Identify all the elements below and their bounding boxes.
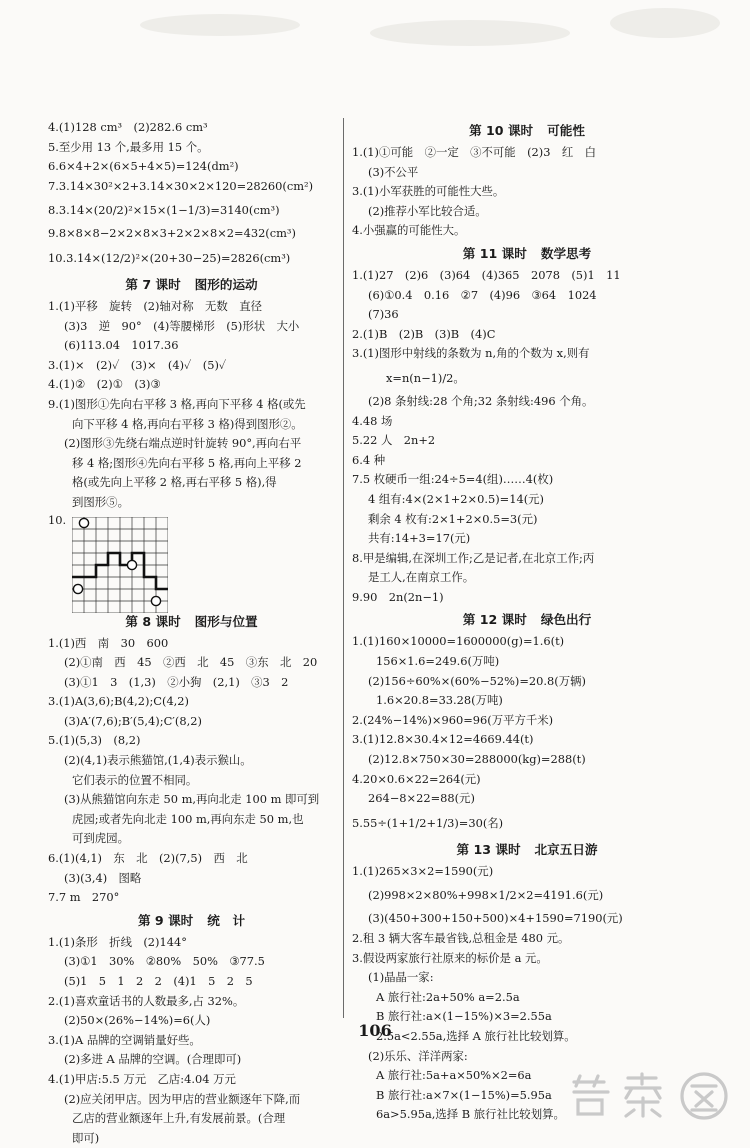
lesson-title: 绿色出行 [540,612,592,628]
lesson-number: 第 9 课时 [137,912,194,928]
answer-line: 8.3.14×(20/2)²×15×(1−1/3)=3140(cm³) [48,203,280,218]
answer-line: (2)推荐小军比较合适。 [368,203,487,218]
answer-line: 4.小强赢的可能性大。 [352,223,466,238]
answer-line: 6a>5.95a,选择 B 旅行社比较划算。 [376,1107,565,1122]
lesson-number: 第 10 课时 [469,123,534,138]
answer-line: 5.(1)(5,3) (8,2) [48,733,141,748]
lesson-heading [352,243,702,265]
left-answer-column [48,118,335,1148]
answer-line: (3)①1 30% ②80% 50% ③77.5 [64,954,265,969]
answer-line: 3.(1)12.8×30.4×12=4669.44(t) [352,732,534,747]
lesson-title: 图形与位置 [194,613,258,629]
answer-line: 2.(1)喜欢童话书的人数最多,占 32%。 [48,993,245,1008]
answer-line: 1.(1)27 (2)6 (3)64 (4)365 2078 (5)1 11 [352,267,621,282]
lesson-heading [48,611,335,633]
answer-line: (3)①1 3 (1,3) ②小狗 (2,1) ③3 2 [64,674,289,689]
answer-line: 2.租 3 辆大客车最省钱,总租金是 480 元。 [352,931,570,945]
answer-line: 6.6×4+2×(6×5+4×5)=124(dm²) [48,159,239,174]
answer-line: (3)A′(7,6);B′(5,4);C′(8,2) [64,713,202,728]
answer-line: (2)8 条射线:28 个角;32 条射线:496 个角。 [368,393,594,408]
circle-marker [152,596,161,605]
answer-line: A 旅行社:5a+a×50%×2=6a [376,1068,532,1083]
answer-line: 乙店的营业额逐年上升,有发展前景。(合理 [72,1111,286,1126]
answer-line: 4.20×0.6×22=264(元) [352,771,481,786]
lesson-title: 数学思考 [540,245,592,261]
answer-line: 6.(1)(4,1) 东 北 (2)(7,5) 西 北 [48,851,248,866]
answer-line: (6)①0.4 0.16 ②7 (4)96 ③64 1024 [368,287,597,302]
answer-line: (2)12.8×750×30=288000(kg)=288(t) [368,752,586,767]
figure-label: 10. [48,512,67,527]
answer-line: 5.22 人 2n+2 [352,433,436,448]
answer-line: 1.(1)西 南 30 600 [48,635,169,650]
answer-line: 到图形⑤。 [72,494,129,509]
page-number: 106 [358,1021,392,1040]
answer-line: A 旅行社:2a+50% a=2.5a [376,989,520,1004]
lesson-number: 第 8 课时 [125,613,181,629]
answer-line: 2.(24%−14%)×960=96(万平方千米) [352,712,554,727]
answer-line: (5)1 5 1 2 2 (4)1 5 2 5 [64,974,253,988]
answer-line: 3.假设两家旅行社原来的标价是 a 元。 [352,950,548,965]
answer-line: 1.6×20.8=33.28(万吨) [376,693,503,708]
answer-line: 可到虎园。 [72,831,129,846]
answer-line: B 旅行社:a×7×(1−15%)=5.95a [376,1087,552,1102]
answer-line: 4.48 场 [352,413,393,428]
answer-line: 3.(1)A(3,6);B(4,2);C(4,2) [48,694,189,709]
circle-marker [74,584,83,593]
figure-answer [48,513,335,609]
lesson-title: 北京五日游 [534,841,598,857]
lesson-heading [352,609,702,631]
answer-line: (3)(3,4) 图略 [64,870,142,885]
answer-line: 虎园;或者先向北走 100 m,再向东走 50 m,也 [72,811,304,826]
lesson-title: 图形的运动 [194,276,258,292]
answer-line: 6.4 种 [352,452,386,467]
answer-line: 3.(1)图形中射线的条数为 n,角的个数为 x,则有 [352,346,590,361]
grid-figure [72,517,168,613]
answer-line: 9.(1)图形①先向右平移 3 格,再向下平移 4 格(或先 [48,396,306,411]
answer-line: 剩余 4 枚有:2×1+2×0.5=3(元) [368,511,538,526]
answer-line: (2)乐乐、洋洋两家: [368,1048,468,1063]
answer-line: (7)36 [368,307,399,322]
answer-line: (2)(4,1)表示熊猫馆,(1,4)表示猴山。 [64,753,252,768]
answer-line: 格(或先向上平移 2 格,再右平移 5 格),得 [72,475,277,490]
answer-line: 8.甲是编辑,在深圳工作;乙是记者,在北京工作;丙 [352,550,595,565]
answer-line: 3.(1)× (2)✓ (3)× (4)✓ (5)✓ [48,357,227,372]
lesson-heading [48,274,335,296]
answer-line: (1)晶晶一家: [368,970,434,985]
answer-line: 7.3.14×30²×2+3.14×30×2×120=28260(cm²) [48,178,314,193]
answer-line: (6)113.04 1017.36 [64,338,179,353]
answer-line: 2.5a<2.55a,选择 A 旅行社比较划算。 [376,1028,576,1043]
answer-line: 10.3.14×(12/2)²×(20+30−25)=2826(cm³) [48,250,291,265]
answer-line: (2)应关闭甲店。因为甲店的营业额逐年下降,而 [64,1091,301,1106]
answer-line: x=n(n−1)/2。 [386,370,465,385]
answer-line: 向下平移 4 格,再向右平移 3 格)得到图形②。 [72,416,303,431]
answer-line: 1.(1)平移 旋转 (2)轴对称 无数 直径 [48,298,262,313]
answer-line: 4 组有:4×(2×1+2×0.5)=14(元) [368,491,544,506]
right-answer-column [352,118,702,1125]
circle-marker [80,518,89,527]
answer-line: 156×1.6=249.6(万吨) [376,654,500,669]
answer-line: 9.8×8×8−2×2×8×3+2×2×8×2=432(cm³) [48,226,296,241]
answer-line: 即可) [72,1130,100,1145]
answer-line: 5.55÷(1+1/2+1/3)=30(名) [352,815,504,830]
answer-line: (2)998×2×80%+998×1/2×2=4191.6(元) [368,888,604,903]
answer-line: (2)多进 A 品牌的空调。(合理即可) [64,1052,242,1067]
answer-line: 4.(1)② (2)① (3)③ [48,377,161,392]
lesson-number: 第 11 课时 [462,245,527,261]
answer-line: 4.(1)128 cm³ (2)282.6 cm³ [48,120,208,134]
answer-line: 264−8×22=88(元) [368,791,475,806]
lesson-number: 第 12 课时 [462,612,527,628]
paper-smudge [610,8,720,38]
answer-line: 1.(1)265×3×2=1590(元) [352,863,494,878]
answer-line: (2)图形③先绕右端点逆时针旋转 90°,再向右平 [64,436,302,451]
answer-line: 3.(1)A 品牌的空调销量好些。 [48,1032,201,1047]
answer-line: 1.(1)条形 折线 (2)144° [48,934,187,949]
answer-line: (3)3 逆 90° (4)等腰梯形 (5)形状 大小 [64,318,300,333]
answer-line: 5.至少用 13 个,最多用 15 个。 [48,139,209,154]
answer-line: 共有:14+3=17(元) [368,531,471,546]
answer-line: 它们表示的位置不相同。 [72,772,198,787]
lesson-title: 可能性 [547,123,585,138]
answer-line: 移 4 格;图形④先向右平移 5 格,再向上平移 2 [72,455,302,470]
lesson-title: 统 计 [207,912,246,928]
answer-line: 是工人,在南京工作。 [368,570,475,585]
circle-marker [128,560,137,569]
answer-line: 7.5 枚硬币一组:24÷5=4(组)……4(枚) [352,472,554,487]
answer-line: (2)50×(26%−14%)=6(人) [64,1013,211,1028]
answer-line: 7.7 m 270° [48,890,120,905]
watermark-logo [566,1070,736,1122]
answer-line: 9.90 2n(2n−1) [352,589,444,604]
answer-line: 1.(1)160×10000=1600000(g)=1.6(t) [352,634,565,649]
paper-smudge [140,14,300,36]
answer-line: (2)①南 西 45 ②西 北 45 ③东 北 20 [64,655,318,670]
lesson-heading [352,120,702,142]
answer-line: 4.(1)甲店:5.5 万元 乙店:4.04 万元 [48,1071,236,1086]
lesson-heading [352,839,702,861]
lesson-number: 第 13 课时 [456,841,521,857]
answer-line: (3)(450+300+150+500)×4+1590=7190(元) [368,911,623,926]
answer-line: (3)不公平 [368,164,419,179]
answer-line: (3)从熊猫馆向东走 50 m,再向北走 100 m 即可到 [64,792,320,807]
lesson-heading [48,910,335,932]
lesson-number: 第 7 课时 [125,276,181,292]
answer-line: 1.(1)①可能 ②一定 ③不可能 (2)3 红 白 [352,145,597,159]
column-divider [343,118,344,1018]
answer-line: 3.(1)小军获胜的可能性大些。 [352,184,505,199]
paper-smudge [370,20,570,46]
answer-line: (2)156÷60%×(60%−52%)=20.8(万辆) [368,673,586,688]
answer-line: B 旅行社:a×(1−15%)×3=2.55a [376,1009,552,1024]
answer-line: 2.(1)B (2)B (3)B (4)C [352,326,496,341]
